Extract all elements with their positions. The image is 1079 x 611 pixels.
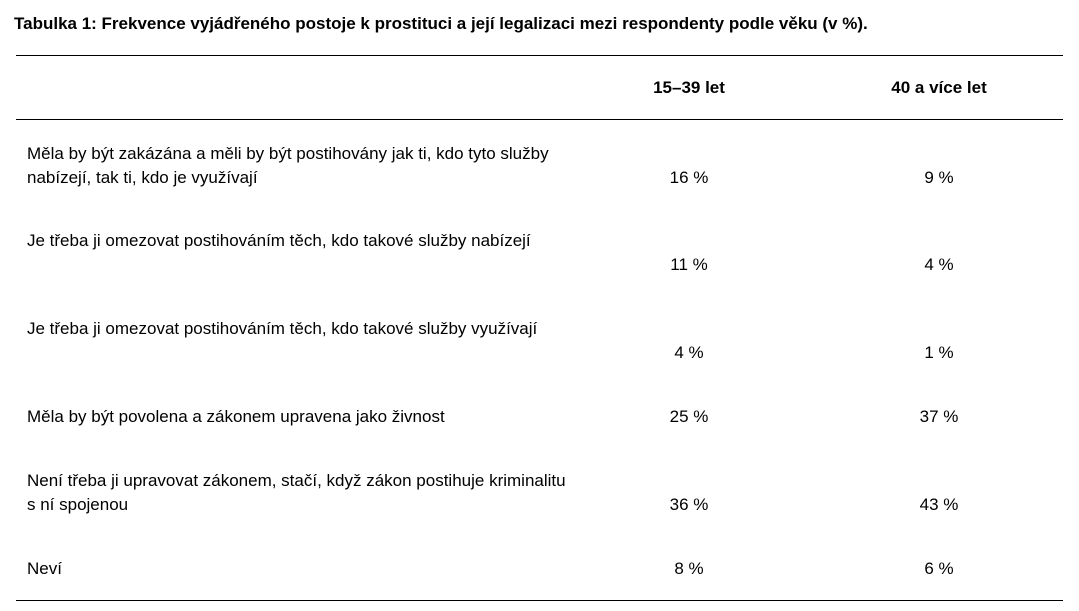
table-header-rule xyxy=(16,119,1063,120)
column-header-15-39: 15–39 let xyxy=(653,78,725,97)
column-header-40-plus: 40 a více let xyxy=(891,78,987,97)
table-bottom-rule xyxy=(16,600,1063,601)
row-value-15-39: 8 % xyxy=(674,559,704,578)
row-value-15-39: 25 % xyxy=(669,407,709,426)
row-label: Není třeba ji upravovat zákonem, stačí, když zákon postihuje kriminalitu s ní spojenou xyxy=(27,471,566,514)
row-value-40-plus: 9 % xyxy=(924,168,954,187)
table-top-rule xyxy=(16,55,1063,56)
row-value-40-plus: 4 % xyxy=(924,255,954,274)
row-label: Je třeba ji omezovat postihováním těch, kdo takové služby nabízejí xyxy=(27,231,531,250)
row-value-40-plus: 37 % xyxy=(919,407,959,426)
row-value-40-plus: 1 % xyxy=(924,343,954,362)
row-value-15-39: 36 % xyxy=(669,495,709,514)
row-label: Měla by být povolena a zákonem upravena jako živnost xyxy=(27,407,445,426)
row-value-15-39: 4 % xyxy=(674,343,704,362)
table-caption: Tabulka 1: Frekvence vyjádřeného postoje k prostituci a její legalizaci mezi respondenty podle věku (v %). xyxy=(14,14,868,33)
row-value-40-plus: 6 % xyxy=(924,559,954,578)
row-label: Je třeba ji omezovat postihováním těch, kdo takové služby využívají xyxy=(27,319,538,338)
row-value-15-39: 16 % xyxy=(669,168,709,187)
row-label: Měla by být zakázána a měli by být postihovány jak ti, kdo tyto služby nabízejí, tak ti, kdo je využívají xyxy=(27,144,549,187)
row-value-15-39: 11 % xyxy=(670,255,708,274)
row-label: Neví xyxy=(27,559,62,578)
row-value-40-plus: 43 % xyxy=(919,495,959,514)
